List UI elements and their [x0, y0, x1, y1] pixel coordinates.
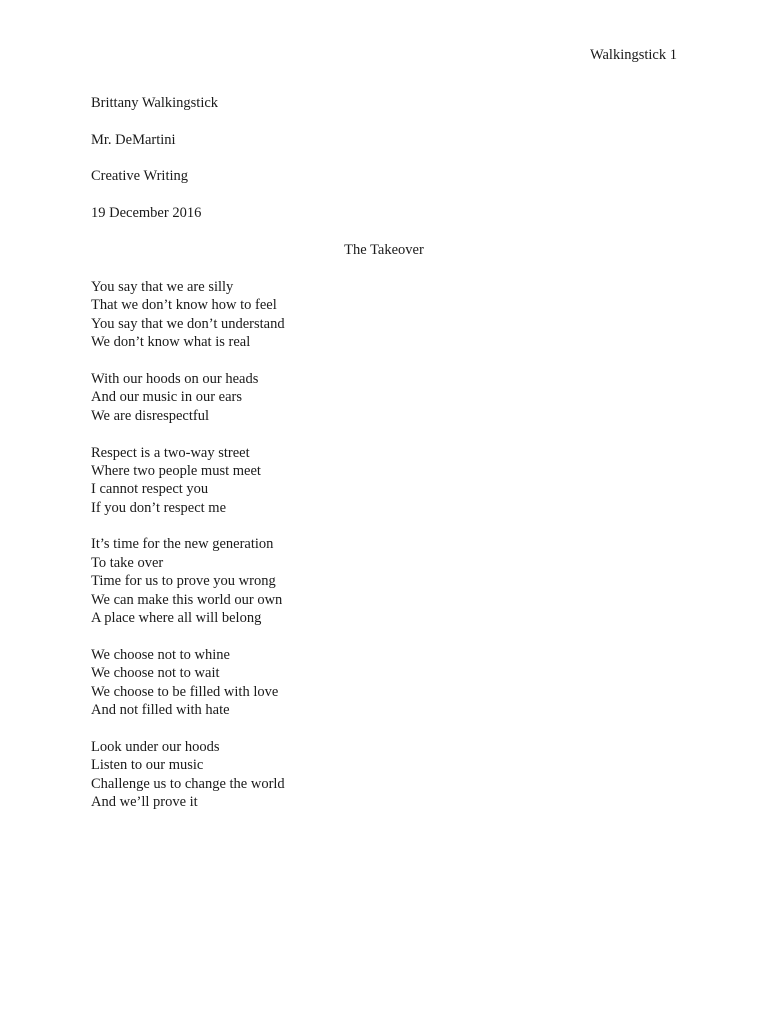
stanza: [91, 535, 285, 627]
poem-line: We can make this world our own: [91, 591, 283, 608]
poem-line: A place where all will belong: [91, 610, 262, 627]
mla-heading: [91, 94, 218, 241]
document-date: 19 December 2016: [91, 205, 202, 222]
poem-line: Listen to our music: [91, 757, 204, 774]
poem-line: And not filled with hate: [91, 701, 230, 718]
stanza: [91, 278, 285, 352]
stanza: [91, 738, 285, 812]
poem-line: We choose not to whine: [91, 646, 230, 663]
poem-line: With our hoods on our heads: [91, 370, 259, 387]
poem-line: Challenge us to change the world: [91, 775, 285, 792]
poem-line: We choose to be filled with love: [91, 683, 279, 700]
stanza: [91, 646, 285, 720]
poem-line: We are disrespectful: [91, 407, 209, 424]
poem-line: Time for us to prove you wrong: [91, 573, 276, 590]
poem-line: Look under our hoods: [91, 738, 220, 755]
poem-line: I cannot respect you: [91, 481, 209, 498]
student-name: Brittany Walkingstick: [91, 95, 219, 111]
stanza: [91, 370, 285, 425]
poem-line: If you don’t respect me: [91, 499, 227, 516]
poem-body: [91, 278, 285, 830]
poem-line: You say that we are silly: [91, 279, 234, 295]
poem-line: That we don’t know how to feel: [91, 297, 277, 314]
course-name: Creative Writing: [91, 168, 188, 185]
instructor-name: Mr. DeMartini: [91, 131, 176, 148]
poem-line: Respect is a two-way street: [91, 444, 250, 461]
poem-line: It’s time for the new generation: [91, 536, 274, 553]
stanza: [91, 444, 285, 518]
poem-title: The Takeover: [344, 242, 424, 258]
poem-line: We choose not to wait: [91, 665, 220, 682]
poem-line: You say that we don’t understand: [91, 315, 285, 332]
poem-line: To take over: [91, 554, 164, 571]
poem-line: And we’ll prove it: [91, 793, 198, 810]
running-header: Walkingstick 1: [589, 47, 677, 63]
poem-line: And our music in our ears: [91, 389, 243, 406]
poem-line: We don’t know what is real: [91, 334, 251, 351]
poem-line: Where two people must meet: [91, 462, 261, 479]
